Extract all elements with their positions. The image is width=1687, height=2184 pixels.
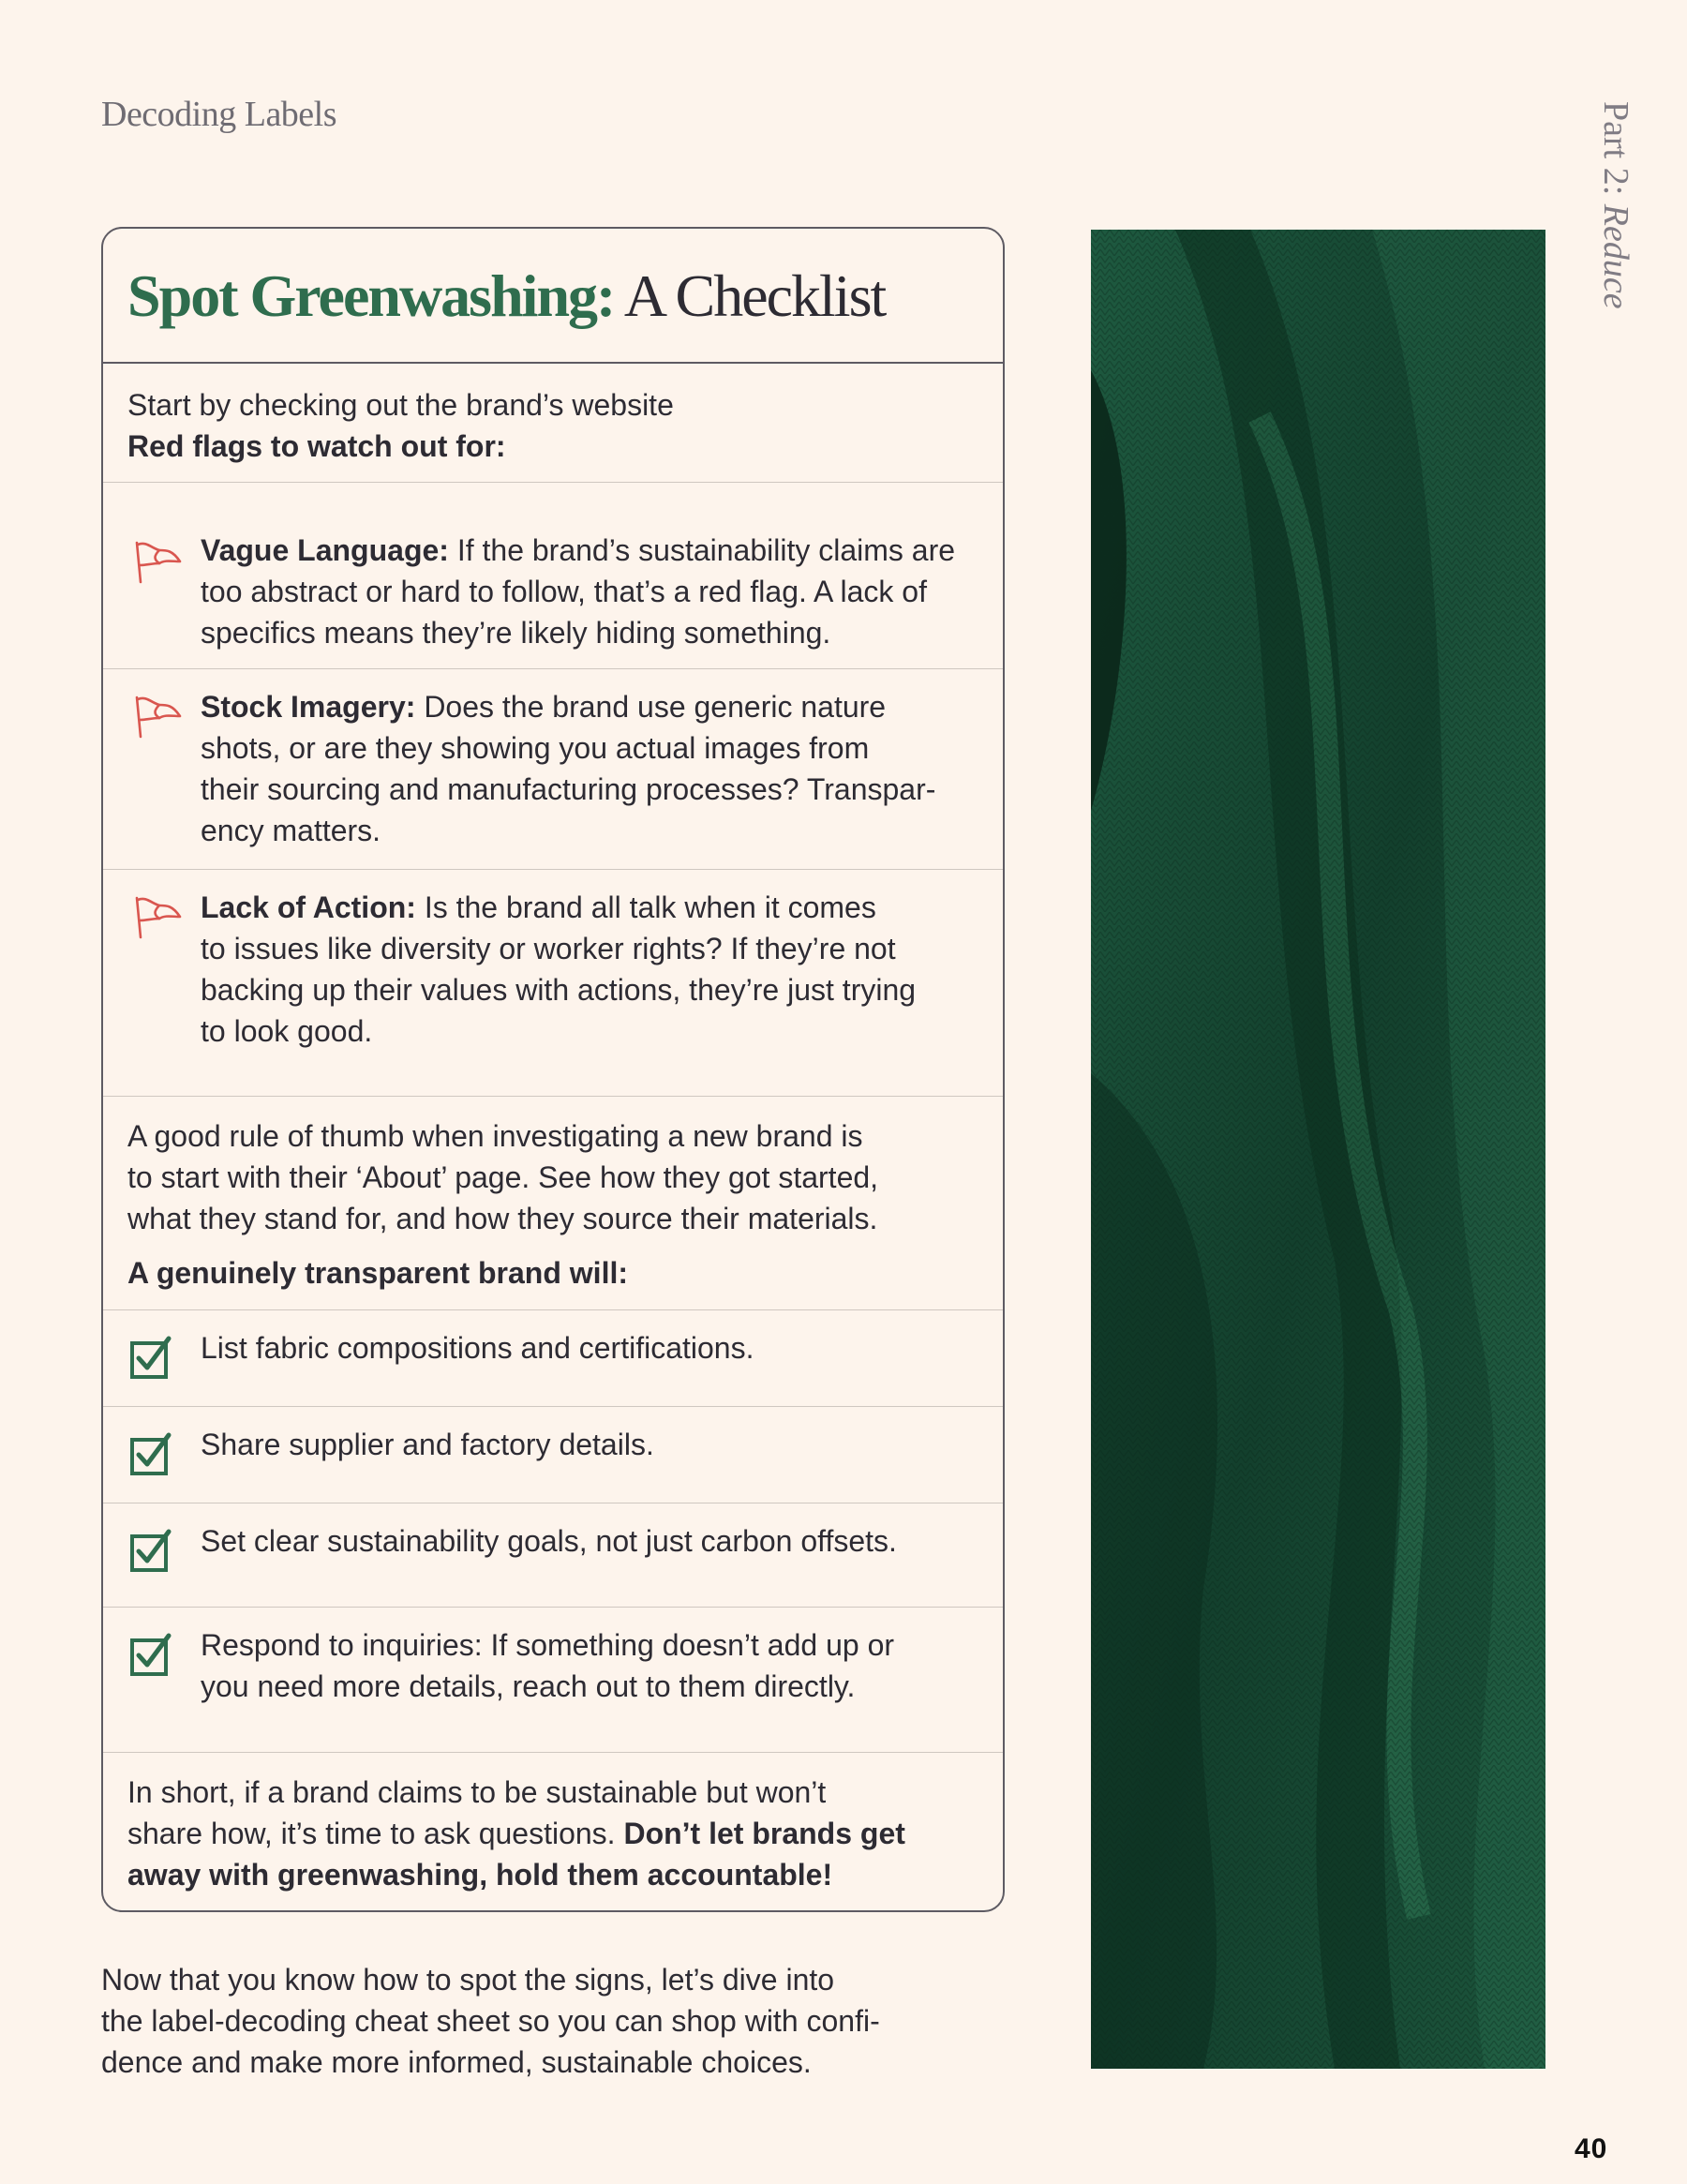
body-line: dence and make more informed, sustainable choices. — [101, 2045, 812, 2079]
closing-paragraph — [103, 1753, 1003, 1895]
check-text: Set clear sustainability goals, not just carbon offsets. — [201, 1524, 897, 1558]
flag-text: Does the brand use generic nature — [424, 690, 887, 724]
check-item — [103, 1310, 1003, 1407]
section-label — [1595, 101, 1636, 309]
checklist-card — [101, 227, 1005, 1912]
card-title-accent: Spot Greenwashing: — [127, 262, 615, 329]
rule-line: to start with their ‘About’ page. See how they got started, — [127, 1160, 879, 1194]
flag-text: to look good. — [201, 1014, 373, 1048]
rule-paragraph — [103, 1097, 1003, 1310]
checkbox-checked-icon — [129, 1335, 174, 1380]
closing-line: In short, if a brand claims to be sustainable but won’t — [127, 1775, 827, 1809]
checkbox-checked-icon — [129, 1528, 174, 1573]
card-title — [103, 229, 1003, 364]
flag-text: ency matters. — [201, 814, 381, 847]
red-flag-icon — [131, 692, 184, 740]
transparent-brand-heading: A genuinely transparent brand will: — [127, 1256, 628, 1290]
check-item — [103, 1608, 1003, 1753]
body-line: the label-decoding cheat sheet so you can shop with confi- — [101, 2004, 880, 2038]
section-label-prefix: Part 2: — [1596, 101, 1635, 204]
intro-row — [103, 364, 1003, 483]
check-item — [103, 1407, 1003, 1503]
red-flag-icon — [131, 537, 184, 586]
section-label-italic: Reduce — [1596, 203, 1635, 309]
flag-text: specifics means they’re likely hiding something. — [201, 616, 831, 650]
closing-bold: away with greenwashing, hold them accountable! — [127, 1858, 833, 1892]
red-flag-item — [103, 870, 1003, 1097]
page-header-title: Decoding Labels — [101, 95, 337, 134]
flag-text: Is the brand all talk when it comes — [424, 890, 876, 924]
check-text: Respond to inquiries: If something doesn’t add up or — [201, 1628, 895, 1662]
closing-bold: Don’t let brands get — [623, 1817, 905, 1850]
closing-body-text — [101, 1959, 982, 2083]
checkbox-checked-icon — [129, 1431, 174, 1476]
check-text: you need more details, reach out to them directly. — [201, 1669, 856, 1703]
red-flags-heading: Red flags to watch out for: — [127, 429, 506, 463]
flag-text: too abstract or hard to follow, that’s a red flag. A lack of — [201, 575, 927, 608]
red-flag-item — [103, 483, 1003, 669]
flag-title: Lack of Action: — [201, 890, 416, 924]
check-item — [103, 1503, 1003, 1608]
rule-line: A good rule of thumb when investigating a new brand is — [127, 1119, 863, 1153]
green-knit-fabric-photo — [1091, 230, 1545, 2069]
intro-line: Start by checking out the brand’s website — [127, 388, 674, 422]
flag-text: to issues like diversity or worker rights? If they’re not — [201, 932, 896, 965]
checkbox-checked-icon — [129, 1632, 174, 1677]
flag-text: shots, or are they showing you actual images from — [201, 731, 870, 765]
card-title-rest: A Checklist — [614, 262, 886, 329]
page-number: 40 — [1575, 2133, 1608, 2164]
rule-line: what they stand for, and how they source their materials. — [127, 1202, 878, 1235]
flag-text: backing up their values with actions, they’re just trying — [201, 973, 917, 1007]
flag-title: Stock Imagery: — [201, 690, 416, 724]
flag-title: Vague Language: — [201, 533, 449, 567]
flag-text: If the brand’s sustainability claims are — [456, 533, 956, 567]
red-flag-item — [103, 669, 1003, 870]
closing-line: share how, it’s time to ask questions. — [127, 1817, 624, 1850]
check-text: List fabric compositions and certifications. — [201, 1331, 754, 1365]
check-text: Share supplier and factory details. — [201, 1428, 654, 1461]
flag-text: their sourcing and manufacturing processes? Transpar- — [201, 772, 936, 806]
red-flag-icon — [131, 892, 184, 941]
body-line: Now that you know how to spot the signs, let’s dive into — [101, 1963, 835, 1997]
